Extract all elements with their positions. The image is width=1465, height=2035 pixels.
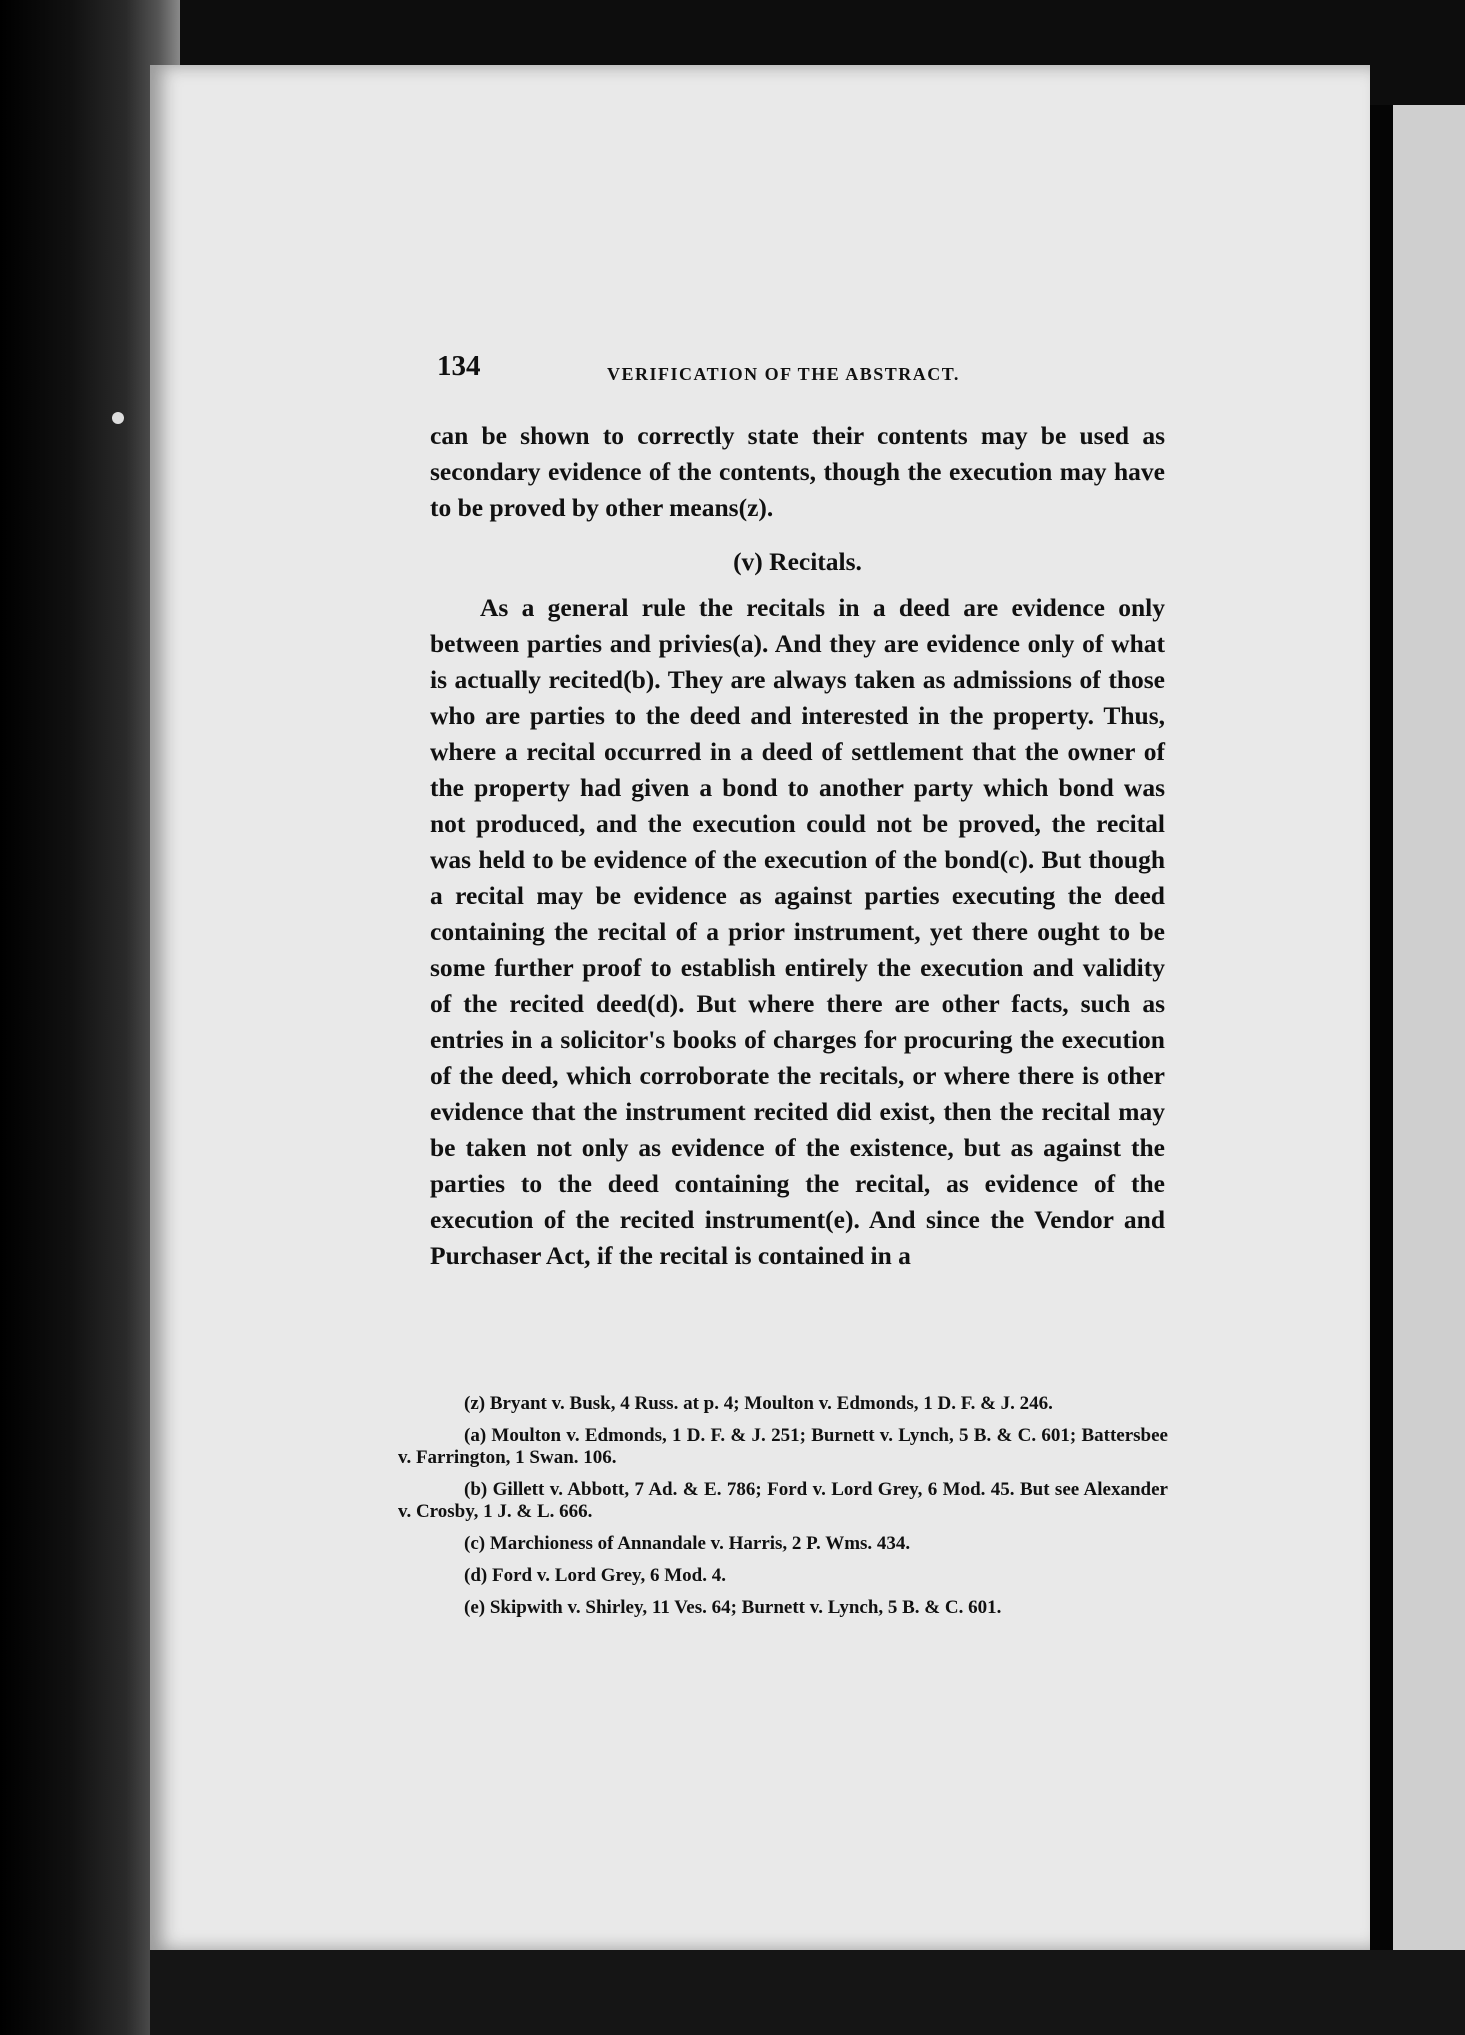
scan-speck [112,412,124,424]
next-page-edge [1393,105,1465,1950]
main-text [430,418,1165,1274]
footnote-d: (d) Ford v. Lord Grey, 6 Mod. 4. [464,1565,726,1586]
footnotes [398,1393,1168,1629]
footnote-e: (e) Skipwith v. Shirley, 11 Ves. 64; Burnett v. Lynch, 5 B. & C. 601. [464,1597,1002,1618]
page-number: 134 [437,350,481,382]
running-head: VERIFICATION OF THE ABSTRACT. [607,364,960,384]
paragraph-continuation: can be shown to correctly state their contents may be used as secondary evidence of the contents, though the execution may have to be proved by other means(z). [430,421,1165,522]
footnote-c: (c) Marchioness of Annandale v. Harris, 2 P. Wms. 434. [464,1533,911,1554]
scan-background-bottom [150,1950,1465,2035]
footnote-a: (a) Moulton v. Edmonds, 1 D. F. & J. 251; Burnett v. Lynch, 5 B. & C. 601; Battersbee v. Farrington, 1 Swan. 106. [398,1425,1168,1468]
page-header [437,350,1017,394]
paragraph-recitals: As a general rule the recitals in a deed are evidence only between parties and privies(a). And they are evidence only of what is actually recited(b). They are always taken as admissions of those who are parties to the deed and interested in the property. Thus, where a recital occurred in a deed of settlement that the owner of the property had given a bond to another party which bond was not produced, and the execution could not be proved, the recital was held to be evidence of the execution of the bond(c). But though a recital may be evidence as against parties executing the deed containing the recital of a prior instrument, yet there ought to be some further proof to establish entirely the execution and validity of the recited deed(d). But where there are other facts, such as entries in a solicitor's books of charges for procuring the execution of the deed, which corroborate the recitals, or where there is other evidence that the instrument recited did exist, then the recital may be taken not only as evidence of the existence, but as against the parties to the deed containing the recital, as evidence of the execution of the recited instrument(e). And since the Vendor and Purchaser Act, if the recital is contained in a [430,593,1165,1270]
footnote-z: (z) Bryant v. Busk, 4 Russ. at p. 4; Moulton v. Edmonds, 1 D. F. & J. 246. [464,1393,1053,1414]
footnote-b: (b) Gillett v. Abbott, 7 Ad. & E. 786; Ford v. Lord Grey, 6 Mod. 45. But see Alexander v. Crosby, 1 J. & L. 666. [398,1479,1168,1522]
section-heading: (v) Recitals. [733,547,862,576]
